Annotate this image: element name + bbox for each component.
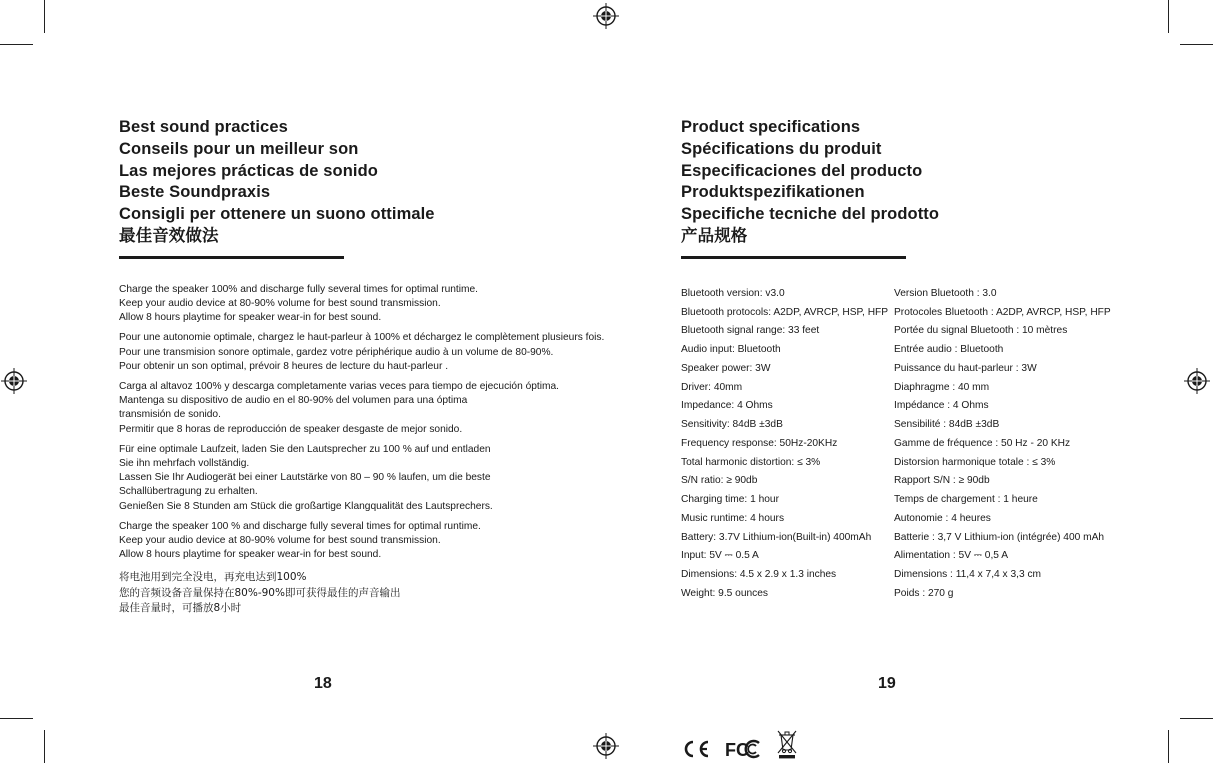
heading-it: Specifiche tecniche del prodotto <box>681 205 940 224</box>
spec-line: Bluetooth version: v3.0 <box>681 287 785 299</box>
fcc-letters: FC <box>725 740 749 759</box>
heading-it: Consigli per ottenere un suono ottimale <box>119 205 435 224</box>
paragraph-zh <box>119 570 579 617</box>
spec-line: Autonomie : 4 heures <box>894 512 991 524</box>
spec-line: Protocoles Bluetooth : A2DP, AVRCP, HSP, HFP <box>894 306 1111 318</box>
spec-line: Speaker power: 3W <box>681 362 771 374</box>
crop-mark <box>0 44 33 45</box>
spec-line: Puissance du haut-parleur : 3W <box>894 362 1037 374</box>
spec-line: Portée du signal Bluetooth : 10 mètres <box>894 325 1068 337</box>
text-line: Mantenga su dispositivo de audio en el 80-90% del volumen para una óptima <box>119 395 468 407</box>
text-line: Sie ihn mehrfach vollständig. <box>119 458 250 470</box>
spec-line: Total harmonic distortion: ≤ 3% <box>681 456 821 468</box>
spec-line: Sensitivity: 84dB ±3dB <box>681 419 783 431</box>
section-headings <box>681 117 1161 248</box>
text-line: Charge the speaker 100% and discharge fully several times for optimal runtime. <box>119 283 479 295</box>
spec-line: Weight: 9.5 ounces <box>681 587 769 599</box>
paragraph-en <box>119 283 579 326</box>
spec-line: Distorsion harmonique totale : ≤ 3% <box>894 456 1056 468</box>
heading-es: Especificaciones del producto <box>681 161 923 180</box>
spec-line: Bluetooth signal range: 33 feet <box>681 325 820 337</box>
text-line: Pour une transmision sonore optimale, gardez votre périphérique audio à un volume de 80-90%. <box>119 346 554 358</box>
best-sound-practices-page <box>119 117 605 617</box>
page-number-left: 18 <box>314 675 332 692</box>
text-line: Permitir que 8 horas de reproducción de speaker desgaste de mejor sonido. <box>119 423 463 435</box>
spec-line: Alimentation : 5V ⎓ 0,5 A <box>894 550 1009 562</box>
spec-line: Gamme de fréquence : 50 Hz - 20 KHz <box>894 437 1071 449</box>
crop-mark <box>1180 718 1213 719</box>
specs-column-en <box>681 285 888 604</box>
crop-mark <box>1180 44 1213 45</box>
heading-de: Produktspezifikationen <box>681 183 865 202</box>
paragraph-it <box>119 520 579 563</box>
spec-line: Poids : 270 g <box>894 587 954 599</box>
spec-line: Version Bluetooth : 3.0 <box>894 287 997 299</box>
text-line: 最佳音量时，可播放8小时 <box>119 602 242 615</box>
text-line: Allow 8 hours playtime for speaker wear-in for best sound. <box>119 549 382 561</box>
spec-line: Impedance: 4 Ohms <box>681 400 773 412</box>
crop-mark <box>0 718 33 719</box>
registration-mark-icon <box>1184 368 1210 394</box>
text-line: 将电池用到完全没电，再充电达到100% <box>119 571 307 584</box>
spec-line: Music runtime: 4 hours <box>681 512 785 524</box>
certification-marks <box>681 729 799 759</box>
heading-fr: Conseils pour un meilleur son <box>119 139 359 158</box>
spec-line: Dimensions : 11,4 x 7,4 x 3,3 cm <box>894 569 1042 581</box>
heading-es: Las mejores prácticas de sonido <box>119 161 378 180</box>
text-line: Keep your audio device at 80-90% volume for best sound transmission. <box>119 535 441 547</box>
text-line: Für eine optimale Laufzeit, laden Sie den Lautsprecher zu 100 % auf und entladen <box>119 443 491 455</box>
text-line: Schallübertragung zu erhalten. <box>119 486 258 498</box>
spec-line: Diaphragme : 40 mm <box>894 381 990 393</box>
registration-mark-icon <box>593 733 619 759</box>
text-line: transmisión de sonido. <box>119 409 221 421</box>
heading-divider <box>681 256 906 259</box>
crop-mark <box>1168 0 1169 33</box>
text-line: Pour obtenir un son optimal, prévoir 8 heures de lecture du haut-parleur . <box>119 360 449 372</box>
spec-line: Battery: 3.7V Lithium-ion(Built-in) 400mAh <box>681 531 872 543</box>
crop-mark <box>1168 730 1169 763</box>
crop-mark <box>44 0 45 33</box>
heading-de: Beste Soundpraxis <box>119 183 271 202</box>
heading-zh: 最佳音效做法 <box>119 226 219 245</box>
spec-line: Audio input: Bluetooth <box>681 344 781 356</box>
spec-line: Temps de chargement : 1 heure <box>894 494 1038 506</box>
spec-line: Charging time: 1 hour <box>681 494 779 506</box>
specs-column-fr <box>894 285 1111 604</box>
section-headings <box>119 117 579 248</box>
spec-line: Sensibilité : 84dB ±3dB <box>894 419 1000 431</box>
text-line: Lassen Sie Ihr Audiogerät bei einer Lautstärke von 80 – 90 % laufen, um die beste <box>119 472 491 484</box>
spec-line: S/N ratio: ≥ 90db <box>681 475 758 487</box>
text-line: Charge the speaker 100 % and discharge fully several times for optimal runtime. <box>119 520 481 532</box>
spec-line: Entrée audio : Bluetooth <box>894 344 1004 356</box>
page-number-right: 19 <box>878 675 896 692</box>
ce-mark-icon <box>681 739 711 759</box>
spec-line: Dimensions: 4.5 x 2.9 x 1.3 inches <box>681 569 837 581</box>
spec-line: Batterie : 3,7 V Lithium-ion (intégrée) 400 mAh <box>894 531 1105 543</box>
weee-bin-icon <box>775 729 799 759</box>
spec-line: Frequency response: 50Hz-20KHz <box>681 437 838 449</box>
heading-zh: 产品规格 <box>681 226 748 245</box>
text-line: Pour une autonomie optimale, chargez le haut-parleur à 100% et déchargez le complètement plusieurs fois. <box>119 332 605 344</box>
heading-divider <box>119 256 344 259</box>
paragraph-es <box>119 380 579 437</box>
registration-mark-icon <box>593 3 619 29</box>
text-line: Carga al altavoz 100% y descarga completamente varias veces para tiempo de ejecución óptima. <box>119 381 559 392</box>
text-line: Allow 8 hours playtime for speaker wear-in for best sound. <box>119 312 382 324</box>
heading-en: Best sound practices <box>119 118 288 136</box>
registration-mark-icon <box>1 368 27 394</box>
text-line: Keep your audio device at 80-90% volume for best sound transmission. <box>119 297 441 309</box>
crop-mark <box>44 730 45 763</box>
spec-line: Bluetooth protocols: A2DP, AVRCP, HSP, HFP <box>681 306 889 318</box>
text-line: Genießen Sie 8 Stunden am Stück die großartige Klangqualität des Lautsprechers. <box>119 500 493 512</box>
text-line: 您的音频设备音量保持在80%-90%即可获得最佳的声音输出 <box>119 586 401 599</box>
spec-line: Driver: 40mm <box>681 381 743 393</box>
heading-en: Product specifications <box>681 118 861 136</box>
spec-line: Impédance : 4 Ohms <box>894 400 989 412</box>
spec-line: Input: 5V ⎓ 0.5 A <box>681 550 759 562</box>
spec-line: Rapport S/N : ≥ 90db <box>894 475 990 487</box>
paragraph-fr <box>119 331 605 374</box>
paragraph-de <box>119 443 579 514</box>
fcc-mark-icon <box>725 739 761 759</box>
heading-fr: Spécifications du produit <box>681 139 882 158</box>
practices-text <box>119 283 605 617</box>
